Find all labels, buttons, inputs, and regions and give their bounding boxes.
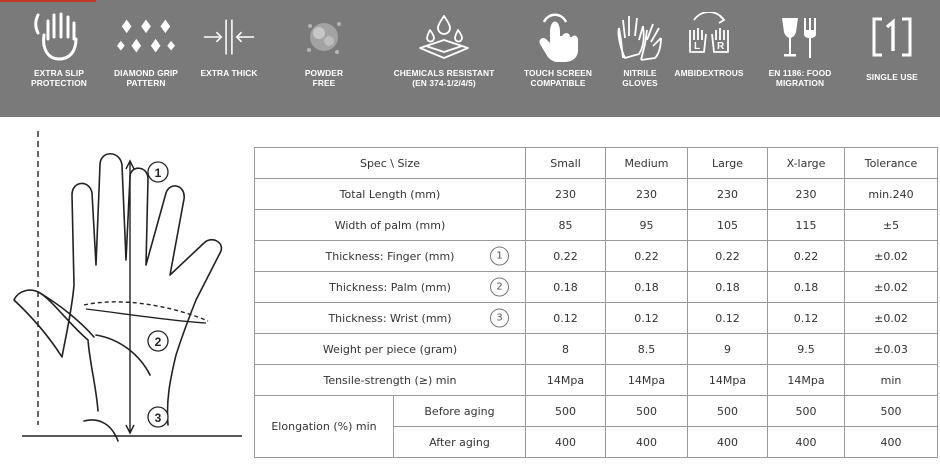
powder-burst-icon	[295, 6, 353, 68]
feature-food-migration	[760, 6, 840, 112]
accent-line	[0, 0, 96, 2]
touch-finger-icon	[529, 6, 587, 68]
feature-extra-slip	[20, 6, 98, 112]
feature-label: EN 1186: FOOD MIGRATION	[768, 68, 832, 88]
cell-tolerance: ±0.02	[845, 272, 938, 303]
cell-small: 230	[526, 179, 606, 210]
table-row	[255, 210, 938, 241]
cell-large: 400	[688, 427, 768, 458]
marker-1	[148, 162, 168, 182]
feature-label: SINGLE USE	[866, 72, 918, 82]
cell-tolerance: min.240	[845, 179, 938, 210]
svg-text:3: 3	[154, 411, 162, 425]
sub-row-label: Before aging	[394, 396, 526, 427]
cell-medium: 0.18	[606, 272, 688, 303]
feature-touch-screen	[516, 6, 600, 112]
cell-medium: 95	[606, 210, 688, 241]
cell-xlarge: 500	[768, 396, 845, 427]
feature-label: CHEMICALS RESISTANT (EN 374-1/2/4/5)	[393, 68, 495, 88]
row-label: Total Length (mm)	[255, 179, 526, 210]
cell-small: 400	[526, 427, 606, 458]
cell-xlarge: 0.18	[768, 272, 845, 303]
cell-large: 230	[688, 179, 768, 210]
feature-diamond-grip	[106, 6, 186, 112]
cell-medium: 500	[606, 396, 688, 427]
cell-tolerance: ±5	[845, 210, 938, 241]
cell-large: 9	[688, 334, 768, 365]
food-glass-fork-icon	[771, 6, 829, 68]
cell-medium: 14Mpa	[606, 365, 688, 396]
cell-tolerance: 500	[845, 396, 938, 427]
cell-medium: 0.22	[606, 241, 688, 272]
chemical-drops-icon	[415, 6, 473, 68]
single-use-icon	[863, 6, 921, 68]
row-label: Thickness: Wrist (mm)	[328, 311, 452, 325]
header-xlarge: X-large	[768, 148, 845, 179]
header-medium: Medium	[606, 148, 688, 179]
cell-tolerance: ±0.02	[845, 241, 938, 272]
table-row	[255, 272, 938, 303]
row-label-cell	[255, 241, 526, 272]
cell-small: 0.22	[526, 241, 606, 272]
feature-chemical-resistant	[386, 6, 502, 112]
row-marker: 3	[490, 309, 509, 328]
feature-label: NITRILE GLOVES	[622, 68, 658, 88]
cell-medium: 400	[606, 427, 688, 458]
row-label: Thickness: Finger (mm)	[325, 249, 455, 263]
table-row	[255, 303, 938, 334]
header-spec-size: Spec \ Size	[255, 148, 526, 179]
elongation-label: Elongation (%) min	[255, 396, 394, 458]
row-marker: 2	[490, 278, 509, 297]
table-row	[255, 365, 938, 396]
cell-large: 0.18	[688, 272, 768, 303]
cell-xlarge: 115	[768, 210, 845, 241]
cell-xlarge: 230	[768, 179, 845, 210]
cell-large: 0.12	[688, 303, 768, 334]
svg-text:1: 1	[154, 166, 162, 180]
cell-tolerance: 400	[845, 427, 938, 458]
cell-large: 500	[688, 396, 768, 427]
table-row	[255, 396, 938, 427]
palm-line	[96, 335, 150, 375]
cell-large: 105	[688, 210, 768, 241]
left-right-hands-icon	[680, 6, 738, 68]
cell-tolerance: min	[845, 365, 938, 396]
row-marker: 1	[490, 247, 509, 266]
cell-small: 0.12	[526, 303, 606, 334]
row-label: Weight per piece (gram)	[255, 334, 526, 365]
cell-small: 14Mpa	[526, 365, 606, 396]
row-label-cell	[255, 272, 526, 303]
thickness-arrows-icon	[200, 6, 258, 68]
cell-medium: 0.12	[606, 303, 688, 334]
feature-label: DIAMOND GRIP PATTERN	[113, 68, 178, 88]
hand-outline	[14, 154, 221, 425]
svg-text:R: R	[717, 41, 725, 52]
marker-2	[148, 331, 168, 351]
cell-large: 0.22	[688, 241, 768, 272]
table-header-row	[255, 148, 938, 179]
cell-tolerance: ±0.03	[845, 334, 938, 365]
cell-xlarge: 0.12	[768, 303, 845, 334]
sub-row-label: After aging	[394, 427, 526, 458]
spec-table	[254, 147, 938, 458]
wrist-crease	[84, 420, 118, 441]
feature-banner	[0, 0, 940, 117]
cell-tolerance: ±0.02	[845, 303, 938, 334]
header-tolerance: Tolerance	[845, 148, 938, 179]
svg-text:L: L	[694, 41, 701, 52]
cell-medium: 230	[606, 179, 688, 210]
diamond-pattern-icon	[117, 6, 175, 68]
header-large: Large	[688, 148, 768, 179]
feature-label: POWDER FREE	[304, 68, 344, 88]
marker-3	[148, 407, 168, 427]
row-label: Thickness: Palm (mm)	[329, 280, 451, 294]
header-small: Small	[526, 148, 606, 179]
row-label: Tensile-strength (≥) min	[255, 365, 526, 396]
table-row	[255, 241, 938, 272]
cell-small: 85	[526, 210, 606, 241]
hand-grip-icon	[30, 6, 88, 68]
feature-powder-free	[288, 6, 360, 112]
row-label: Width of palm (mm)	[255, 210, 526, 241]
feature-label: TOUCH SCREEN COMPATIBLE	[523, 68, 593, 88]
cell-small: 8	[526, 334, 606, 365]
feature-label: EXTRA THICK	[200, 68, 258, 78]
cell-xlarge: 0.22	[768, 241, 845, 272]
feature-extra-thick	[193, 6, 265, 112]
row-label-cell	[255, 303, 526, 334]
feature-single-use	[856, 6, 928, 112]
cell-large: 14Mpa	[688, 365, 768, 396]
feature-nitrile-gloves	[606, 6, 674, 112]
cell-medium: 8.5	[606, 334, 688, 365]
feature-ambidextrous	[672, 6, 746, 112]
svg-text:2: 2	[154, 335, 162, 349]
gloves-icon	[611, 6, 669, 68]
table-row	[255, 334, 938, 365]
hand-measurement-diagram	[0, 125, 250, 465]
table-row	[255, 179, 938, 210]
feature-label: EXTRA SLIP PROTECTION	[31, 68, 87, 88]
cell-small: 0.18	[526, 272, 606, 303]
cell-small: 500	[526, 396, 606, 427]
feature-label: AMBIDEXTROUS	[674, 68, 744, 78]
cell-xlarge: 9.5	[768, 334, 845, 365]
cell-xlarge: 14Mpa	[768, 365, 845, 396]
cell-xlarge: 400	[768, 427, 845, 458]
